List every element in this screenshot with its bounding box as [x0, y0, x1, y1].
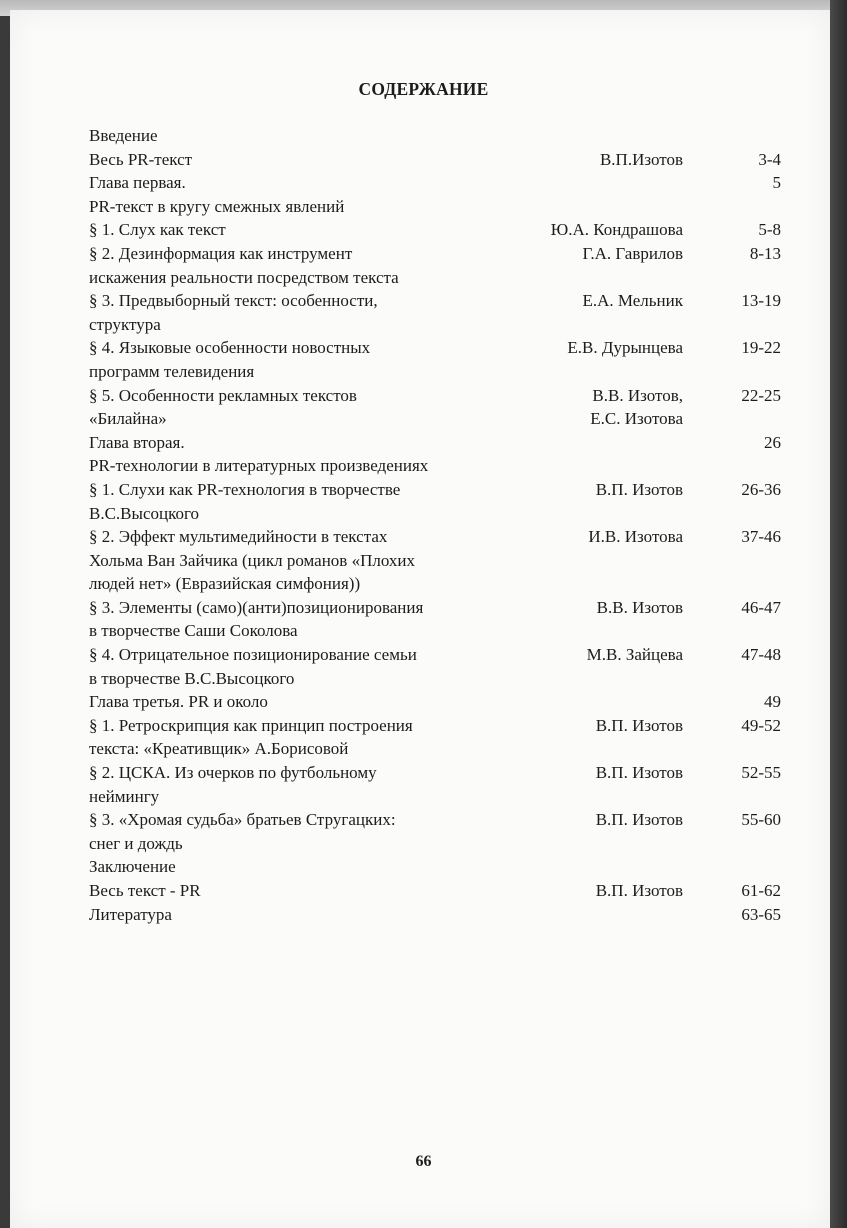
toc-row [89, 785, 789, 809]
toc-entry-text: § 4. Языковые особенности новостных [89, 338, 371, 358]
toc-entry-author: В.П. Изотов [595, 763, 683, 783]
toc-row [89, 855, 789, 879]
toc-entry-pages: 63-65 [741, 904, 781, 924]
toc-entry-author: И.В. Изотова [588, 527, 683, 547]
toc-entry-text: § 2. Эффект мультимедийности в текстах [89, 527, 388, 547]
page-title: СОДЕРЖАНИЕ [358, 79, 489, 99]
table-of-contents [89, 124, 789, 926]
toc-entry-text: § 5. Особенности рекламных текстов [89, 385, 357, 405]
toc-row [89, 171, 789, 195]
toc-entry-text: программ телевидения [89, 361, 255, 381]
toc-row [89, 195, 789, 219]
toc-entry-text: искажения реальности посредством текста [89, 267, 399, 287]
toc-entry-text: § 3. «Хромая судьба» братьев Стругацких: [89, 810, 396, 830]
toc-entry-author: Е.А. Мельник [582, 291, 683, 311]
toc-row [89, 596, 789, 620]
toc-row [89, 431, 789, 455]
toc-entry-text: Литература [89, 904, 172, 924]
toc-row [89, 714, 789, 738]
toc-entry-text: § 3. Элементы (само)(анти)позиционирования [89, 597, 424, 617]
toc-entry-text: в творчестве Саши Соколова [89, 621, 298, 641]
toc-row [89, 643, 789, 667]
toc-entry-pages: 5-8 [758, 220, 781, 240]
toc-entry-text: § 2. Дезинформация как инструмент [89, 243, 353, 263]
toc-entry-pages: 47-48 [741, 645, 781, 665]
toc-entry-text: Глава вторая. [89, 432, 185, 452]
toc-entry-pages: 37-46 [741, 527, 781, 547]
toc-row [89, 808, 789, 832]
toc-entry-pages: 22-25 [741, 385, 781, 405]
toc-row [89, 218, 789, 242]
toc-row [89, 619, 789, 643]
toc-entry-text: текста: «Креативщик» А.Борисовой [89, 739, 349, 759]
toc-entry-text: Хольма Ван Зайчика (цикл романов «Плохих [89, 550, 416, 570]
toc-row [89, 384, 789, 408]
toc-entry-pages: 26-36 [741, 479, 781, 499]
toc-entry-text: людей нет» (Евразийская симфония)) [89, 574, 361, 594]
toc-entry-author: В.В. Изотов, [592, 385, 683, 405]
toc-entry-author: В.П. Изотов [595, 881, 683, 900]
toc-entry-pages: 19-22 [741, 338, 781, 358]
toc-entry-author: В.П.Изотов [599, 149, 683, 169]
toc-row [89, 336, 789, 360]
toc-entry-text: § 2. ЦСКА. Из очерков по футбольному [89, 763, 377, 783]
toc-entry-pages: 49 [764, 692, 781, 712]
toc-entry-text: в творчестве В.С.Высоцкого [89, 668, 295, 688]
toc-entry-pages: 49-52 [741, 715, 781, 735]
toc-entry-author: Е.С. Изотова [590, 409, 683, 429]
toc-row [89, 832, 789, 856]
toc-entry-text: структура [89, 314, 161, 334]
toc-entry-text: В.С.Высоцкого [89, 503, 200, 523]
toc-entry-pages: 3-4 [758, 149, 781, 169]
toc-entry-text: Введение [89, 126, 158, 145]
toc-row [89, 903, 789, 927]
toc-row [89, 360, 789, 384]
toc-row [89, 266, 789, 290]
toc-entry-text: § 1. Ретроскрипция как принцип построения [89, 715, 413, 735]
toc-row [89, 148, 789, 172]
toc-entry-author: Е.В. Дурынцева [567, 338, 683, 358]
toc-entry-pages: 13-19 [741, 291, 781, 311]
toc-entry-text: снег и дождь [89, 833, 183, 853]
toc-entry-author: В.П. Изотов [595, 715, 683, 735]
toc-entry-text: Весь PR-текст [89, 149, 193, 169]
toc-entry-text: § 1. Слухи как PR-технология в творчестве [89, 479, 401, 499]
toc-entry-author: Г.А. Гаврилов [582, 243, 683, 263]
toc-row [89, 407, 789, 431]
toc-entry-author: В.П. Изотов [595, 479, 683, 499]
toc-entry-pages: 8-13 [749, 243, 781, 263]
toc-entry-pages: 52-55 [741, 763, 781, 783]
toc-row [89, 124, 789, 148]
toc-row [89, 525, 789, 549]
toc-row [89, 289, 789, 313]
toc-row [89, 737, 789, 761]
toc-entry-text: Весь текст - PR [89, 881, 201, 900]
toc-entry-text: § 1. Слух как текст [89, 220, 226, 240]
toc-row [89, 761, 789, 785]
toc-entry-pages: 46-47 [741, 597, 781, 617]
toc-row [89, 242, 789, 266]
toc-entry-pages: 5 [772, 173, 781, 193]
toc-entry-author: Ю.А. Кондрашова [550, 220, 683, 240]
toc-row [89, 879, 789, 903]
toc-entry-text: «Билайна» [89, 409, 167, 429]
toc-row [89, 690, 789, 714]
scanner-right-edge [830, 0, 847, 1228]
toc-entry-text: Глава первая. [89, 173, 186, 193]
toc-entry-text: § 4. Отрицательное позиционирование семьи [89, 645, 417, 665]
toc-entry-author: М.В. Зайцева [586, 645, 683, 665]
toc-entry-pages: 26 [764, 432, 781, 452]
toc-entry-author: В.П. Изотов [595, 810, 683, 830]
toc-row [89, 667, 789, 691]
toc-row [89, 313, 789, 337]
toc-entry-text: Заключение [89, 857, 176, 877]
toc-entry-text: неймингу [89, 786, 160, 806]
toc-row [89, 502, 789, 526]
toc-row [89, 572, 789, 596]
toc-entry-text: PR-текст в кругу смежных явлений [89, 196, 345, 216]
page-number: 66 [415, 1153, 432, 1170]
toc-entry-pages: 55-60 [741, 810, 781, 830]
toc-entry-text: § 3. Предвыборный текст: особенности, [89, 291, 378, 311]
toc-row [89, 478, 789, 502]
toc-entry-text: PR-технологии в литературных произведениях [89, 456, 429, 476]
toc-entry-author: В.В. Изотов [596, 597, 683, 617]
toc-row [89, 454, 789, 478]
toc-entry-pages: 61-62 [741, 881, 781, 900]
toc-entry-text: Глава третья. PR и около [89, 692, 268, 712]
toc-row [89, 549, 789, 573]
